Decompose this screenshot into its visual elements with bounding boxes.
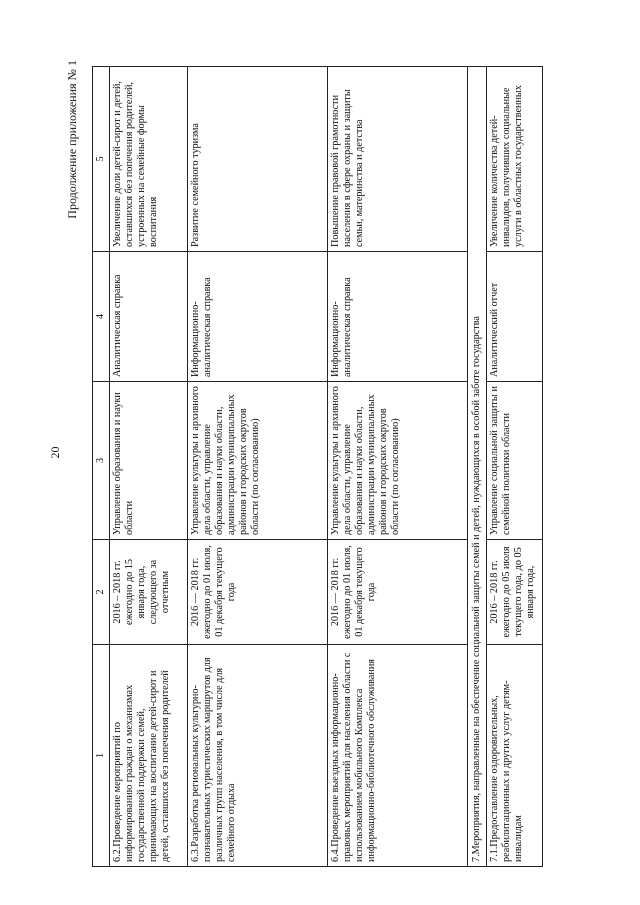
table-row bbox=[328, 67, 468, 867]
result-cell: Развитие семейного туризма bbox=[188, 67, 328, 252]
section-title: 7.Мероприятия, направленные на обеспечение социальной защиты семей и детей, нуждающихся в особой заботе государства bbox=[468, 67, 487, 867]
measures-table bbox=[92, 66, 543, 867]
table-header-row bbox=[93, 67, 110, 867]
executor-cell: Управление образования и науки области bbox=[110, 382, 188, 540]
appendix-label: Продолжение приложения № 1 bbox=[65, 60, 79, 219]
report-form-cell: Информационно-аналитическая справка bbox=[328, 252, 468, 382]
measure-cell: 6.4.Проведение выездных информационно-правовых мероприятий для населения области с использованием мобильного Комплекса информационно-библиотечного обслуживания bbox=[328, 645, 468, 867]
header-cell: 1 bbox=[93, 645, 110, 867]
executor-cell: Управление социальной защиты и семейной политики области bbox=[487, 382, 543, 540]
measure-cell: 6.3.Разработка региональных культурно-познавательных туристических маршрутов для различных групп населения, в том числе для семейного отдыха bbox=[188, 645, 328, 867]
deadline-cell: 2016 – 2018 гг. ежегодно до 15 января года, следующего за отчетным bbox=[110, 540, 188, 645]
executor-cell: Управление культуры и архивного дела области, управление образования и науки области, администрации муниципальных районов и городских округов области (по согласованию) bbox=[188, 382, 328, 540]
report-form-cell: Аналитическая справка bbox=[110, 252, 188, 382]
report-form-cell: Информационно-аналитическая справка bbox=[188, 252, 328, 382]
table-row bbox=[110, 67, 188, 867]
header-cell: 4 bbox=[93, 252, 110, 382]
table-row bbox=[188, 67, 328, 867]
executor-cell: Управление культуры и архивного дела области, управление образования и науки области, администрации муниципальных районов и городских округов области (по согласованию) bbox=[328, 382, 468, 540]
deadline-cell: 2016 — 2018 гг. ежегодно до 01 июля, 01 декабря текущего года bbox=[188, 540, 328, 645]
result-cell: Увеличение количества детей-инвалидов, получивших социальные услуги в областных государственных bbox=[487, 67, 543, 252]
measure-cell: 6.2.Проведение мероприятий по информированию граждан о механизмах государственной поддержки семей, принимающих на воспитание детей-сирот и детей, оставшихся без попечения родителей bbox=[110, 645, 188, 867]
measure-cell: 7.1.Предоставление оздоровительных, реабилитационных и других услуг детям-инвалидам bbox=[487, 645, 543, 867]
report-form-cell: Аналитический отчет bbox=[487, 252, 543, 382]
result-cell: Повышение правовой грамотности населения в сфере охраны и защиты семьи, материнства и детства bbox=[328, 67, 468, 252]
page-number: 20 bbox=[48, 446, 62, 459]
deadline-cell: 2016 – 2018 гг. ежегодно до 05 июля текущего года, до 05 января года, bbox=[487, 540, 543, 645]
deadline-cell: 2016 — 2018 гг. ежегодно до 01 июля, 01 декабря текущего года bbox=[328, 540, 468, 645]
header-cell: 5 bbox=[93, 67, 110, 252]
header-cell: 2 bbox=[93, 540, 110, 645]
section-row bbox=[468, 67, 487, 867]
table-row bbox=[487, 67, 543, 867]
header-cell: 3 bbox=[93, 382, 110, 540]
result-cell: Увеличение доли детей-сирот и детей, оставшихся без попечения родителей, устроенных на семейные формы воспитания bbox=[110, 67, 188, 252]
